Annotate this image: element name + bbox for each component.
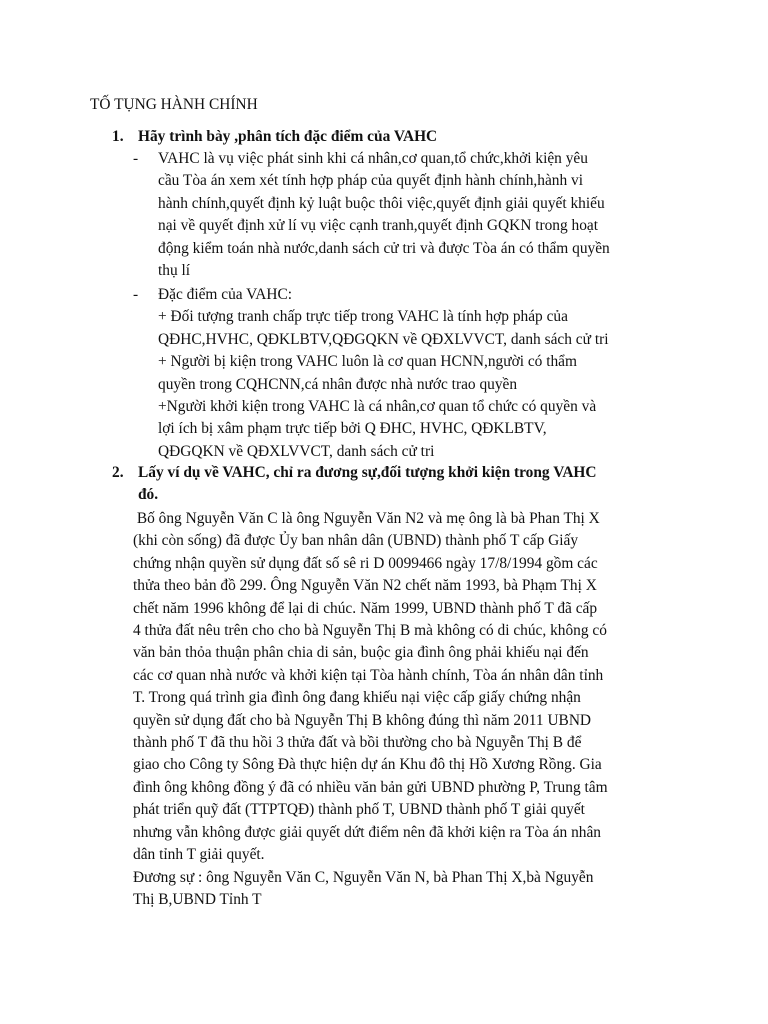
bullet-text bbox=[158, 284, 693, 463]
text-line: Đặc điểm của VAHC: bbox=[158, 286, 293, 303]
question-1 bbox=[112, 126, 672, 148]
text-line: quyền trong CQHCNN,cá nhân được nhà nước trao quyền bbox=[158, 375, 518, 393]
text-line: QĐHC,HVHC, QĐKLBTV,QĐGQKN về QĐXLVVCT, danh sách cử tri bbox=[158, 330, 609, 348]
text-line: chết năm 1996 không để lại di chúc. Năm 1999, UBND thành phố T đã cấp bbox=[133, 599, 598, 617]
bullet-text bbox=[158, 148, 693, 282]
text-line: Bố ông Nguyễn Văn C là ông Nguyễn Văn N2 và mẹ ông là bà Phan Thị X bbox=[133, 510, 600, 527]
text-line: phát triển quỹ đất (TTPTQĐ) thành phố T, UBND thành phố T giải quyết bbox=[133, 801, 585, 819]
text-line: các cơ quan nhà nước và khởi kiện tại Tòa hành chính, Tòa án nhân dân tỉnh bbox=[133, 666, 604, 684]
text-line: lợi ích bị xâm phạm trực tiếp bởi Q ĐHC, HVHC, QĐKLBTV, bbox=[158, 420, 547, 438]
bullet-dash: - bbox=[133, 286, 139, 303]
text-line: thành phố T đã thu hồi 3 thửa đất và bồi thường cho bà Nguyễn Thị B để bbox=[133, 734, 582, 752]
text-line: + Người bị kiện trong VAHC luôn là cơ quan HCNN,người có thẩm bbox=[158, 353, 577, 371]
text-line: dân tỉnh T giải quyết. bbox=[133, 846, 265, 864]
text-line: + Đối tượng tranh chấp trực tiếp trong VAHC là tính hợp pháp của bbox=[158, 308, 568, 326]
question-1-number: 1. bbox=[112, 128, 124, 145]
text-line: thụ lí bbox=[158, 262, 191, 280]
question-2-text bbox=[138, 462, 672, 507]
text-line: văn bản thỏa thuận phân chia di sản, buộc gia đình ông phải khiếu nại đến bbox=[133, 644, 589, 662]
text-line: nại về quyết định xử lí vụ việc cạnh tranh,quyết định GQKN trong hoạt bbox=[158, 217, 599, 235]
text-line: QĐGQKN về QĐXLVVCT, danh sách cử tri bbox=[158, 442, 435, 460]
text-line: Đương sự : ông Nguyễn Văn C, Nguyễn Văn N, bà Phan Thị X,bà Nguyễn bbox=[133, 868, 594, 886]
text-line: quyền sử dụng đất cho bà Nguyễn Thị B không đúng thì năm 2011 UBND bbox=[133, 711, 592, 729]
text-line: chứng nhận quyền sử dụng đất số sê ri D 0099466 ngày 17/8/1994 gồm các bbox=[133, 554, 598, 572]
text-line: VAHC là vụ việc phát sinh khi cá nhân,cơ quan,tổ chức,khởi kiện yêu bbox=[158, 150, 588, 167]
text-line: động kiểm toán nhà nước,danh sách cử tri và được Tòa án có thẩm quyền bbox=[158, 239, 610, 257]
bullet-dash: - bbox=[133, 150, 139, 167]
text-line: nhưng vẫn không được giải quyết dứt điểm nên đã khởi kiện ra Tòa án nhân bbox=[133, 823, 602, 841]
question-2-number: 2. bbox=[112, 464, 124, 481]
question-1-text: Hãy trình bày ,phân tích đặc điểm của VAHC bbox=[138, 128, 438, 145]
question-2-answer bbox=[133, 508, 678, 911]
text-line: Lấy ví dụ về VAHC, chỉ ra đương sự,đối tượng khởi kiện trong VAHC bbox=[138, 464, 597, 481]
question-1-bullet-definition bbox=[133, 148, 693, 282]
text-line: đó. bbox=[138, 486, 159, 504]
text-line: đình ông không đồng ý đã có nhiều văn bản gửi UBND phường P, Trung tâm bbox=[133, 778, 608, 796]
question-1-bullet-characteristics bbox=[133, 284, 693, 463]
text-line: Thị B,UBND Tỉnh T bbox=[133, 890, 262, 908]
text-line: hành chính,quyết định kỷ luật buộc thôi việc,quyết định giải quyết khiếu bbox=[158, 194, 605, 212]
text-line: giao cho Công ty Sông Đà thực hiện dự án Khu đô thị Hồ Xương Rồng. Gia bbox=[133, 756, 602, 774]
text-line: thửa theo bản đồ 299. Ông Nguyễn Văn N2 chết năm 1993, bà Phạm Thị X bbox=[133, 577, 597, 595]
text-line: +Người khởi kiện trong VAHC là cá nhân,cơ quan tổ chức có quyền và bbox=[158, 398, 597, 416]
text-line: T. Trong quá trình gia đình ông đang khiếu nại việc cấp giấy chứng nhận bbox=[133, 689, 581, 707]
question-2 bbox=[112, 462, 672, 507]
text-line: 4 thửa đất nêu trên cho cho bà Nguyễn Thị B mà không có di chúc, không có bbox=[133, 622, 607, 640]
text-line: (khi còn sống) đã được Ủy ban nhân dân (UBND) thành phố T cấp Giấy bbox=[133, 532, 579, 550]
text-line: cầu Tòa án xem xét tính hợp pháp của quyết định hành chính,hành vi bbox=[158, 172, 584, 190]
document-title: TỐ TỤNG HÀNH CHÍNH bbox=[90, 96, 258, 113]
